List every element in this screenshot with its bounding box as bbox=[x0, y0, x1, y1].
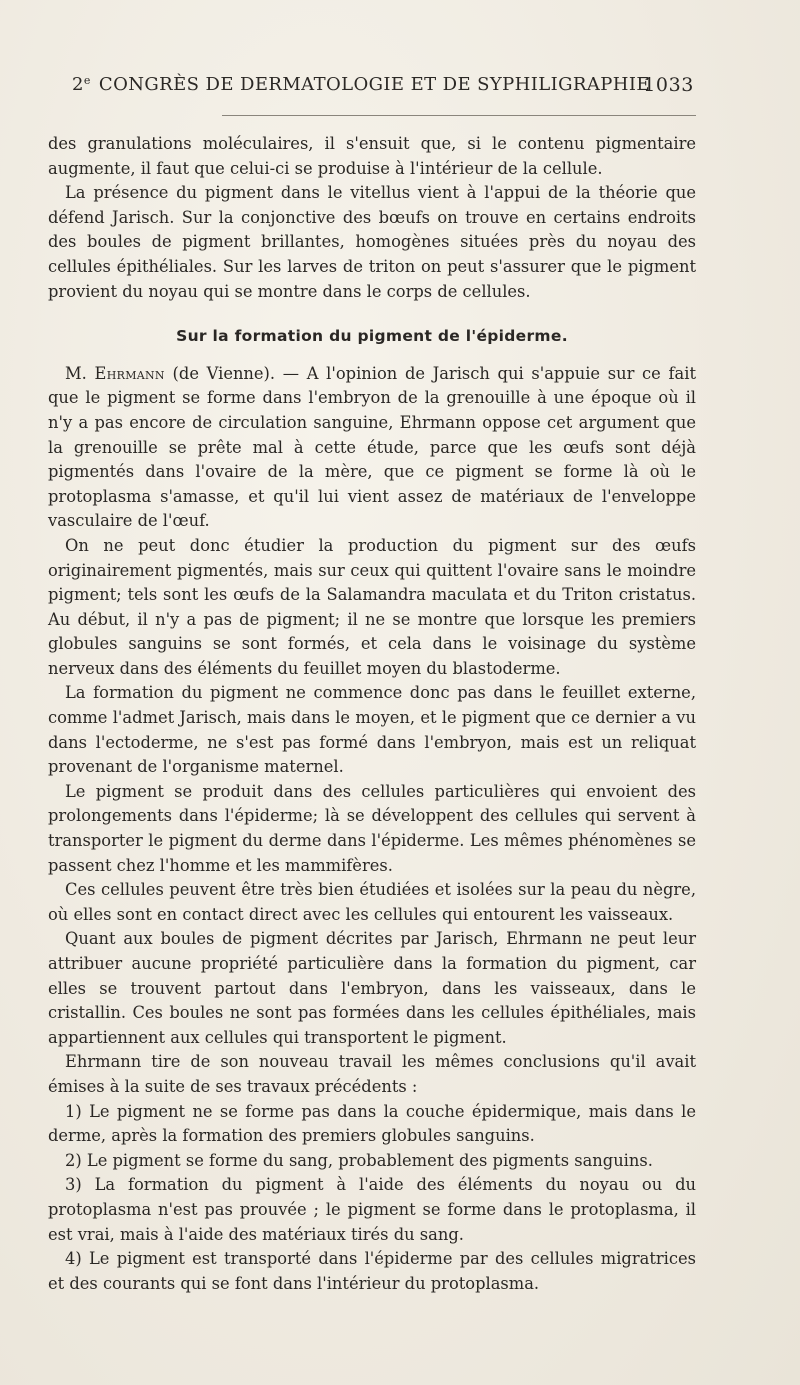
paragraph: On ne peut donc étudier la production du pigment sur des œufs originairement pigmentés, mais sur ceux qui quittent l'ovaire sans le moindre pigment; tels sont les œufs de la Salamandra maculata et du Triton cristatus. Au début, il n'y a pas de pigment; il ne se montre que lorsque les premiers globules sanguins se sont formés, et cela dans le voisinage du système nerveux dans des éléments du feuillet moyen du blastoderme. bbox=[48, 535, 696, 678]
paragraph-continued: des granulations moléculaires, il s'ensuit que, si le contenu pigmentaire augmente, il faut que celui-ci se produise à l'intérieur de la cellule. bbox=[48, 134, 696, 178]
page-body bbox=[48, 132, 696, 1296]
speaker-prefix: M. bbox=[65, 363, 95, 383]
conclusion-item: 1) Le pigment ne se forme pas dans la couche épidermique, mais dans le derme, après la formation des premiers globules sanguins. bbox=[48, 1101, 696, 1146]
paragraph: La présence du pigment dans le vitellus vient à l'appui de la théorie que défend Jarisch. Sur la conjonctive des bœufs on trouve en certains endroits des boules de pigment brillantes, homogènes situées près du noyau des cellules épithéliales. Sur les larves de triton on peut s'assurer que le pigment provient du noyau qui se montre dans le corps de cellules. bbox=[48, 183, 696, 301]
running-title bbox=[72, 74, 650, 95]
speaker-text: (de Vienne). — A l'opinion de Jarisch qui s'appuie sur ce fait que le pigment se forme dans l'embryon de la grenouille à une époque où il n'y a pas encore de circulation sanguine, Ehrmann oppose cet argument que la grenouille se prête mal à cette étude, parce que les œufs sont déjà pigmentés dans l'ovaire de la mère, que ce pigment se forme là où le protoplasma s'amasse, et qu'il lui vient assez de matériaux de l'enveloppe vasculaire de l'œuf. bbox=[48, 363, 696, 531]
running-header bbox=[72, 74, 694, 102]
paragraph: Quant aux boules de pigment décrites par Jarisch, Ehrmann ne peut leur attribuer aucune propriété particulière dans la formation du pigment, car elles se trouvent partout dans l'embryon, dans les vaisseaux, dans le cristallin. Ces boules ne sont pas formées dans les cellules épithéliales, mais appartiennent aux cellules qui transportent le pigment. bbox=[48, 929, 696, 1047]
edition-suffix: e bbox=[83, 74, 91, 87]
running-title-text: CONGRÈS DE DERMATOLOGIE ET DE SYPHILIGRAPHIE bbox=[92, 74, 650, 95]
conclusion-item: 3) La formation du pigment à l'aide des éléments du noyau ou du protoplasma n'est pas prouvée ; le pigment se forme dans le protoplasma, il est vrai, mais à l'aide des matériaux tirés du sang. bbox=[48, 1175, 696, 1244]
header-rule bbox=[222, 115, 696, 116]
paragraph: La formation du pigment ne commence donc pas dans le feuillet externe, comme l'admet Jarisch, mais dans le moyen, et le pigment que ce dernier a vu dans l'ectoderme, ne s'est pas formé dans l'embryon, mais est un reliquat provenant de l'organisme maternel. bbox=[48, 683, 696, 777]
conclusion-item: 2) Le pigment se forme du sang, probablement des pigments sanguins. bbox=[65, 1150, 653, 1170]
edition-number: 2 bbox=[72, 74, 84, 95]
paragraph: Ces cellules peuvent être très bien étudiées et isolées sur la peau du nègre, où elles sont en contact direct avec les cellules qui entourent les vaisseaux. bbox=[48, 880, 696, 924]
paragraph: Le pigment se produit dans des cellules particulières qui envoient des prolongements dans l'épiderme; là se développent des cellules qui servent à transporter le pigment du derme dans l'épiderme. Les mêmes phénomènes se passent chez l'homme et les mammifères. bbox=[48, 781, 696, 875]
paragraph: Ehrmann tire de son nouveau travail les mêmes conclusions qu'il avait émises à la suite de ses travaux précédents : bbox=[48, 1052, 696, 1096]
section-title: Sur la formation du pigment de l'épiderme. bbox=[176, 327, 568, 346]
page-number: 1033 bbox=[643, 74, 694, 96]
speaker-name: Ehrmann bbox=[94, 363, 165, 383]
speaker-paragraph bbox=[48, 362, 696, 534]
conclusion-item: 4) Le pigment est transporté dans l'épiderme par des cellules migratrices et des courants qui se font dans l'intérieur du protoplasma. bbox=[48, 1249, 696, 1293]
